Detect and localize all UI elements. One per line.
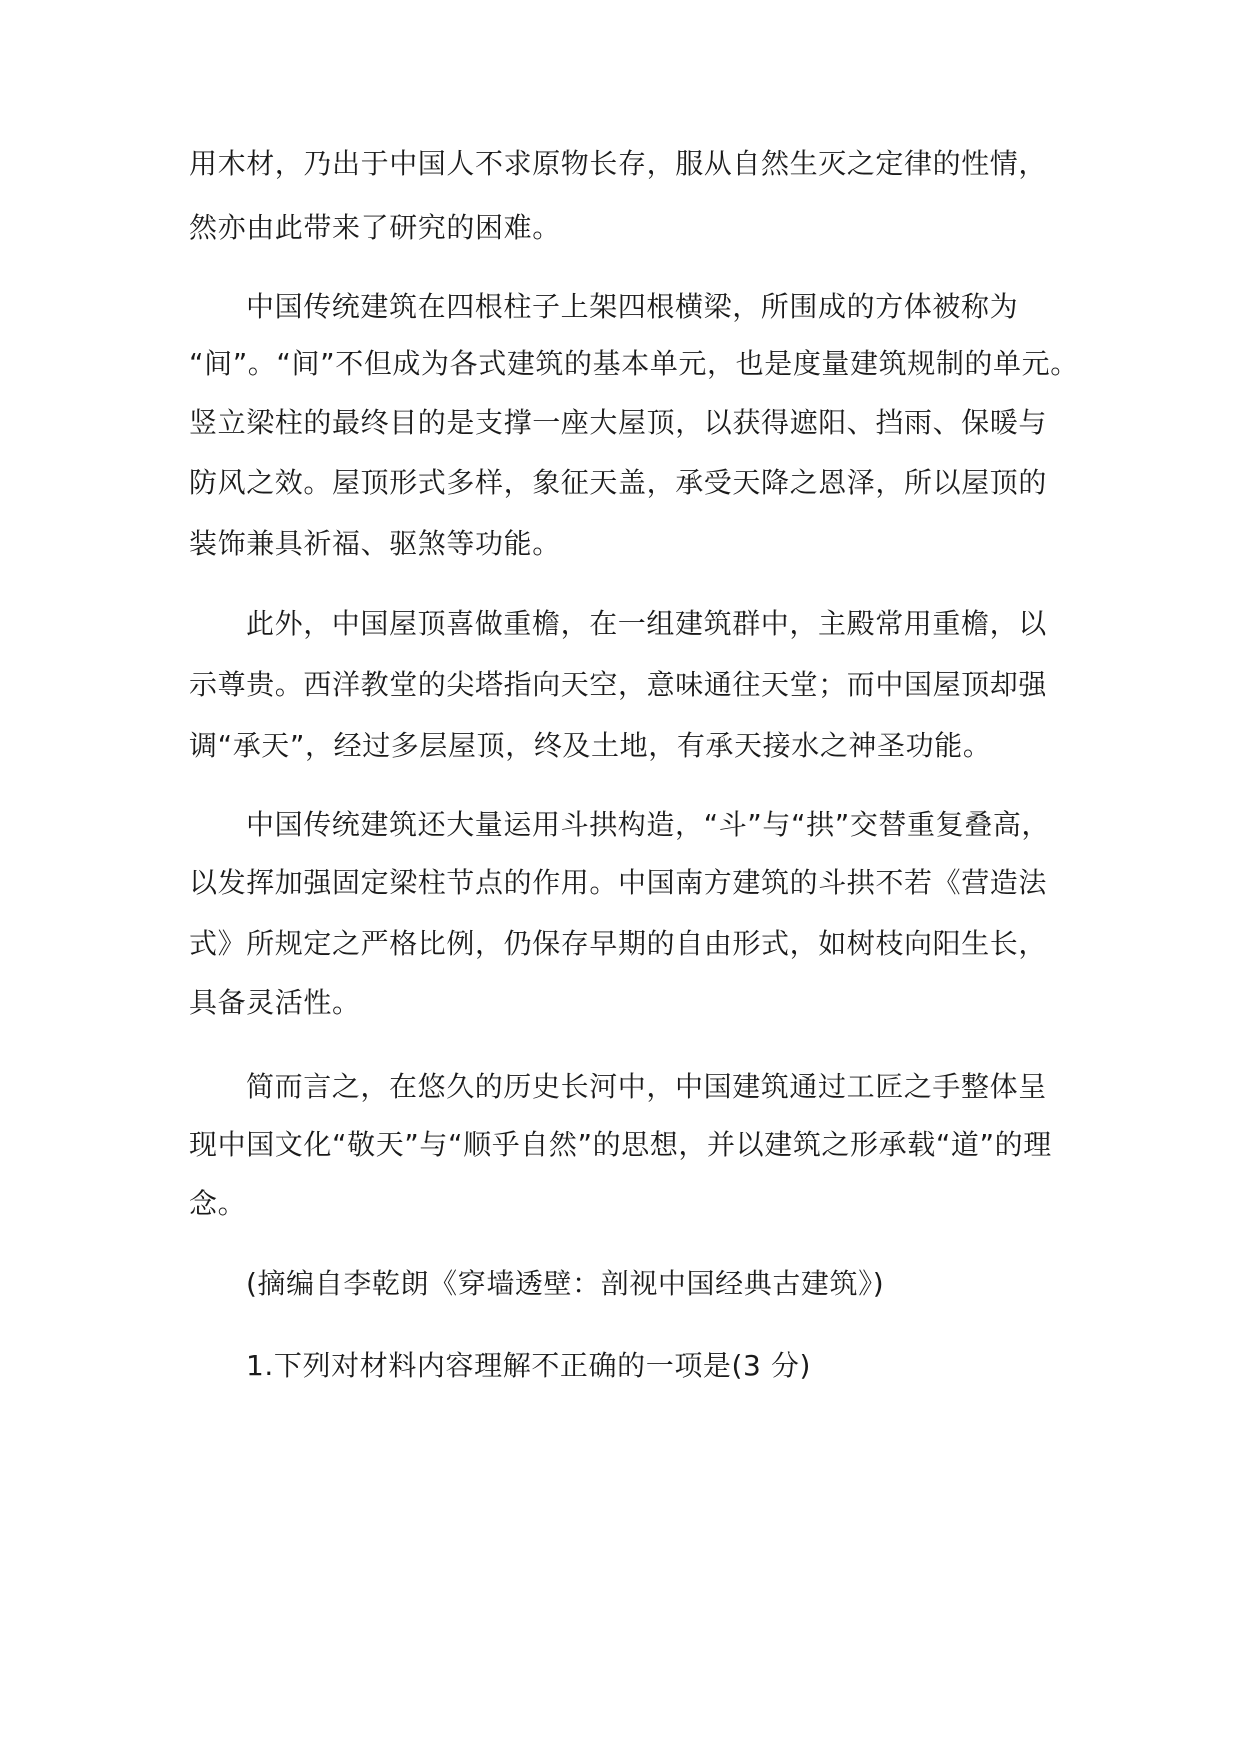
paragraph-5-line-3: 念。 xyxy=(189,1187,247,1220)
paragraph-4-line-4: 具备灵活性。 xyxy=(189,986,361,1019)
paragraph-3-line-2: 示尊贵。西洋教堂的尖塔指向天空，意味通往天堂；而中国屋顶却强 xyxy=(189,668,1048,701)
paragraph-1-line-2: 然亦由此带来了研究的困难。 xyxy=(189,211,561,244)
paragraph-3-line-1: 此外，中国屋顶喜做重檐，在一组建筑群中，主殿常用重檐，以 xyxy=(246,607,1047,640)
paragraph-3-line-3: 调“承天”，经过多层屋顶，终及土地，有承天接水之神圣功能。 xyxy=(189,729,992,762)
paragraph-4-line-1: 中国传统建筑还大量运用斗拱构造，“斗”与“拱”交替重复叠高， xyxy=(246,808,1051,841)
paragraph-5-line-1: 简而言之，在悠久的历史长河中，中国建筑通过工匠之手整体呈 xyxy=(246,1070,1047,1103)
source-attribution: (摘编自李乾朗《穿墙透壁：剖视中国经典古建筑》) xyxy=(246,1267,885,1300)
paragraph-2-line-1: 中国传统建筑在四根柱子上架四根横梁，所围成的方体被称为 xyxy=(246,290,1019,323)
paragraph-4-line-3: 式》所规定之严格比例，仍保存早期的自由形式，如树枝向阳生长， xyxy=(189,927,1048,960)
paragraph-2-line-2: “间”。“间”不但成为各式建筑的基本单元，也是度量建筑规制的单元。 xyxy=(189,347,1079,380)
question-1: 1.下列对材料内容理解不正确的一项是(3 分) xyxy=(246,1349,812,1382)
paragraph-5-line-2: 现中国文化“敬天”与“顺乎自然”的思想，并以建筑之形承载“道”的理 xyxy=(189,1128,1052,1161)
paragraph-2-line-4: 防风之效。屋顶形式多样，象征天盖，承受天降之恩泽，所以屋顶的 xyxy=(189,466,1048,499)
paragraph-4-line-2: 以发挥加强固定梁柱节点的作用。中国南方建筑的斗拱不若《营造法 xyxy=(189,866,1048,899)
paragraph-2-line-5: 装饰兼具祈福、驱煞等功能。 xyxy=(189,527,561,560)
paragraph-1-line-1: 用木材，乃出于中国人不求原物长存，服从自然生灭之定律的性情， xyxy=(189,147,1048,180)
paragraph-2-line-3: 竖立梁柱的最终目的是支撑一座大屋顶，以获得遮阳、挡雨、保暖与 xyxy=(189,406,1048,439)
